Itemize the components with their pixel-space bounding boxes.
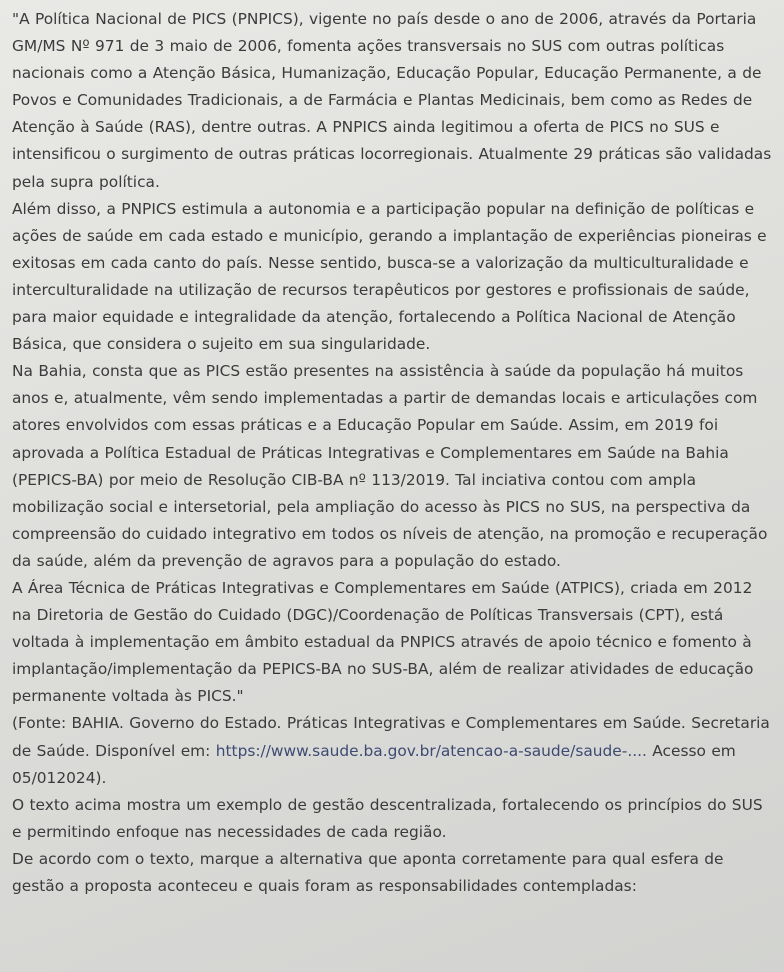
source-url: https://www.saude.ba.gov.br/atencao-a-saude/saude-....: [215, 741, 647, 760]
source-text-after: Acesso em 05/012024).: [12, 741, 736, 787]
quote-paragraph-3: Na Bahia, consta que as PICS estão presentes na assistência à saúde da população há muitos anos e, atualmente, vêm sendo implementadas a partir de demandas locais e articulações com atores envolvidos com essas práticas e a Educação Popular em Saúde. Assim, em 2019 foi aprovada a Política Estadual de Práticas Integrativas e Complementares em Saúde na Bahia (PEPICS-BA) por meio de Resolução CIB-BA nº 113/2019. Tal inciativa contou com ampla mobilização social e intersetorial, pela ampliação do acesso às PICS no SUS, na perspectiva da compreensão do cuidado integrativo em todos os níveis de atenção, na promoção e recuperação da saúde, além da prevenção de agravos para a população do estado.: [12, 362, 768, 570]
question-context: O texto acima mostra um exemplo de gestão descentralizada, fortalecendo os princípios do SUS e permitindo enfoque nas necessidades de cada região.: [12, 795, 763, 841]
quote-paragraph-1: "A Política Nacional de PICS (PNPICS), vigente no país desde o ano de 2006, através da Portaria GM/MS Nº 971 de 3 maio de 2006, fomenta ações transversais no SUS com outras políticas nacionais como a Atenção Básica, Humanização, Educação Popular, Educação Permanente, a de Povos e Comunidades Tradicionais, a de Farmácia e Plantas Medicinais, bem como as Redes de Atenção à Saúde (RAS), dentre outras. A PNPICS ainda legitimou a oferta de PICS no SUS e intensificou o surgimento de outras práticas locorregionais. Atualmente 29 práticas são validadas pela supra política.: [12, 10, 772, 191]
source-text-before: (Fonte: BAHIA. Governo do Estado. Práticas Integrativas e Complementares em Saúde. Secretaria de Saúde. Disponível em:: [12, 714, 770, 760]
quote-paragraph-4: A Área Técnica de Práticas Integrativas e Complementares em Saúde (ATPICS), criada em 2012 na Diretoria de Gestão do Cuidado (DGC)/Coordenação de Políticas Transversais (CPT), está voltada à implementação em âmbito estadual da PNPICS através de apoio técnico e fomento à implantação/implementação da PEPICS-BA no SUS-BA, além de realizar atividades de educação permanente voltada às PICS.": [12, 578, 754, 706]
quote-paragraph-2: Além disso, a PNPICS estimula a autonomia e a participação popular na definição de políticas e ações de saúde em cada estado e município, gerando a implantação de experiências pioneiras e exitosas em cada canto do país. Nesse sentido, busca-se a valorização da multiculturalidade e interculturalidade na utilização de recursos terapêuticos por gestores e profissionais de saúde, para maior equidade e integralidade da atenção, fortalecendo a Política Nacional de Atenção Básica, que considera o sujeito em sua singularidade.: [12, 199, 767, 354]
question-prompt: De acordo com o texto, marque a alternativa que aponta corretamente para qual esfera de gestão a proposta aconteceu e quais foram as responsabilidades contempladas:: [12, 849, 724, 895]
source-citation: [12, 710, 774, 791]
